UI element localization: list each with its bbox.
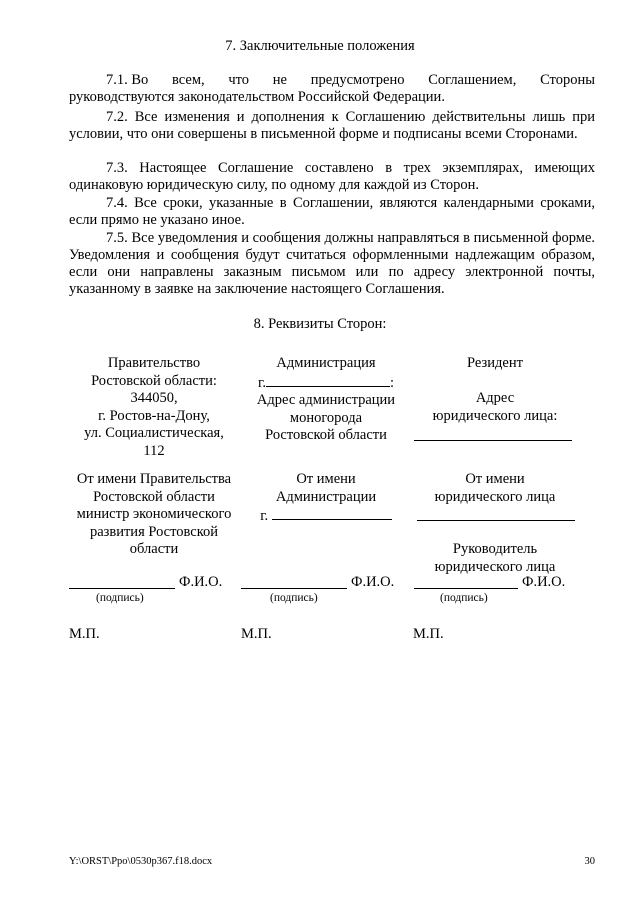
administration-signature-line xyxy=(241,588,347,589)
city-suffix: : xyxy=(389,374,394,391)
administration-signature-label: (подпись) xyxy=(270,592,318,604)
city-blank xyxy=(266,373,390,387)
administration-fio: Ф.И.О. xyxy=(351,574,395,590)
party-resident xyxy=(410,355,580,425)
government-address-line-1: 344050, xyxy=(130,390,178,406)
government-address-line-2: г. Ростов-на-Дону, xyxy=(98,407,210,424)
administration-address-line-2: моногорода xyxy=(289,409,363,426)
government-stamp-place: М.П. xyxy=(69,626,100,642)
government-signer-line-1: министр экономического xyxy=(76,506,232,522)
administration-city-line xyxy=(240,373,412,393)
paragraph-7-3 xyxy=(69,160,595,194)
paragraph-7-2 xyxy=(69,109,595,143)
paragraph-7-4 xyxy=(69,195,595,229)
resident-behalf-line-1: От имени xyxy=(465,471,525,487)
administration-behalf xyxy=(240,471,412,526)
word: Соглашением, xyxy=(428,72,517,88)
government-signer-line-2: развития Ростовской xyxy=(89,523,219,540)
government-signature-label: (подпись) xyxy=(96,592,144,604)
government-signature-line xyxy=(69,588,175,589)
paragraph-7-1-line-2: руководствуются законодательством Российской Федерации. xyxy=(69,89,445,105)
city-prefix: г. xyxy=(258,374,266,391)
paragraph-7-5 xyxy=(69,230,595,298)
word: предусмотрено xyxy=(310,72,405,88)
word: Стороны xyxy=(540,72,595,88)
government-name-line-1: Правительство xyxy=(107,355,201,371)
resident-address-line-1: Адрес xyxy=(475,390,515,406)
administration-address-line-3: Ростовской области xyxy=(265,427,387,443)
footer-file-path: Y:\ORST\Ppo\0530p367.f18.docx xyxy=(69,856,213,867)
government-signer-line-3: области xyxy=(129,541,179,557)
page-number: 30 xyxy=(584,856,595,867)
paragraph-7-5-text: 7.5. Все уведомления и сообщения должны направляться в письменной форме. Уведомления и сообщения будут считаться оформленными надлежащим образом, если они направлены заказным письмом или по адресу электронной почты, указанному в заявке на заключение настоящего Соглашения. xyxy=(69,230,595,297)
word: 7.1. Во xyxy=(106,72,149,88)
paragraph-7-2-text: 7.2. Все изменения и дополнения к Соглашению действительны лишь при условии, что они совершены в письменной форме и подписаны всеми Сторонами. xyxy=(69,109,595,142)
resident-signature-label: (подпись) xyxy=(440,592,488,604)
government-behalf-line-2: Ростовской области xyxy=(93,488,215,505)
section-8-title: 8. Реквизиты Сторон: xyxy=(253,316,387,332)
party-government xyxy=(70,355,238,460)
city2-prefix: г. xyxy=(260,508,269,524)
resident-behalf-blank xyxy=(417,520,575,521)
administration-behalf-line-1: От имени xyxy=(296,471,356,487)
resident-name: Резидент xyxy=(467,355,523,371)
paragraph-7-3-text: 7.3. Настоящее Соглашение составлено в трех экземплярах, имеющих одинаковую юридическую силу, по одному для каждой из Сторон. xyxy=(69,160,595,193)
government-behalf-line-1: От имени Правительства xyxy=(76,471,232,487)
resident-address-line-2: юридического лица: xyxy=(432,407,558,424)
resident-address-blank xyxy=(414,440,572,441)
resident-head-line-2: юридического лица xyxy=(434,558,556,575)
resident-fio: Ф.И.О. xyxy=(522,574,566,590)
city2-blank xyxy=(272,506,392,520)
paragraph-7-1-line-1 xyxy=(69,72,595,89)
resident-stamp-place: М.П. xyxy=(413,626,444,642)
government-behalf xyxy=(70,471,238,559)
resident-head-line-1: Руководитель xyxy=(452,541,538,557)
word: что xyxy=(228,72,250,88)
resident-behalf-line-2: юридического лица xyxy=(434,488,556,505)
administration-city2-line xyxy=(240,506,412,526)
government-address-line-3: ул. Социалистическая, xyxy=(84,425,224,441)
government-fio: Ф.И.О. xyxy=(179,574,223,590)
paragraph-7-1 xyxy=(69,72,595,106)
word: не xyxy=(272,72,287,88)
party-administration xyxy=(240,355,412,445)
administration-stamp-place: М.П. xyxy=(241,626,272,642)
resident-signature-line xyxy=(414,588,518,589)
resident-head xyxy=(410,541,580,576)
administration-behalf-line-2: Администрации xyxy=(275,488,377,505)
word: всем, xyxy=(172,72,205,88)
government-name-line-2: Ростовской области: xyxy=(91,372,217,389)
paragraph-7-4-text: 7.4. Все сроки, указанные в Соглашении, являются календарными сроками, если прямо не указано иное. xyxy=(69,195,595,228)
section-7-title: 7. Заключительные положения xyxy=(225,38,415,54)
administration-name: Администрация xyxy=(276,355,376,371)
resident-behalf xyxy=(410,471,580,506)
administration-address-line-1: Адрес администрации xyxy=(256,392,396,408)
government-address-line-4: 112 xyxy=(143,442,165,459)
